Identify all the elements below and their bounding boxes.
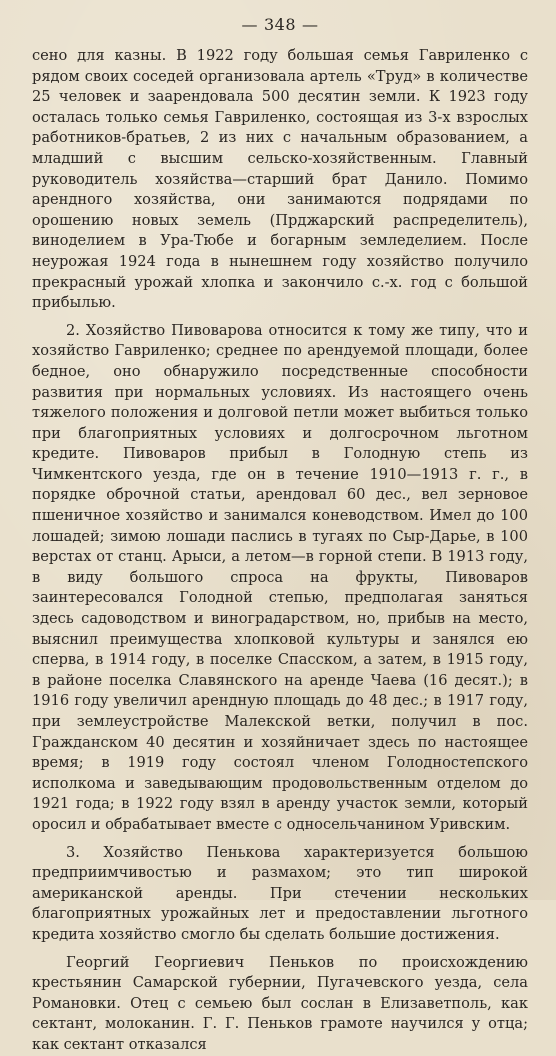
paragraph-continuation: сено для казны. В 1922 году большая семья Гавриленко с рядом своих соседей организовала артель «Труд» в количестве 25 человек и заарендовала 500 десятин земли. К 1923 году осталась только семья Гавриленко, состоящая из 3-х взрослых работников-братьев, 2 из них с начальным образованием, а младший с высшим сельско-хозяйственным. Главный руководитель хозяйства—старший брат Данило. Помимо арендного хозяйства, они занимаются подрядами по орошению новых земель (Прджарский распределитель), виноделием в Ура-Тюбе и богарным земледелием. После неурожая 1924 года в нынешнем году хозяйство получило прекрасный урожай хлопка и закончило с.-х. год с большой прибылью.: [32, 47, 528, 312]
page-number: [32, 14, 528, 36]
paragraph-penkov: 3. Хозяйство Пенькова характеризуется большою предприимчивостью и размахом; это тип широкой американской аренды. При стечении нескольких благоприятных урожайных лет и предоставлении льготного кредита хозяйство смогло бы сделать большие достижения.: [32, 843, 528, 943]
page-number-value: 348: [263, 15, 297, 34]
page-number-dash-left: —: [241, 15, 258, 34]
paragraph-penkov-biography: Георгий Георгиевич Пеньков по происхождению крестьянин Самарской губернии, Пугачевского уезда, села Романовки. Отец с семьею был сослан в Елизаветполь, как сектант, молоканин. Г. Г. Пеньков грамоте научился у отца; как сектант отказался: [32, 953, 528, 1053]
body-text: [32, 46, 528, 1056]
paragraph-pivovarov: 2. Хозяйство Пивоварова относится к тому же типу, что и хозяйство Гавриленко; среднее по арендуемой площади, более бедное, оно обнаружило посредственные способности развития при нормальных условиях. Из настоящего очень тяжелого положения и долговой петли может выбиться только при благоприятных условиях и долгосрочном льготном кредите. Пивоваров прибыл в Голодную степь из Чимкентского уезда, где он в течение 1910—1913 г. г., в порядке оброчной статьи, арендовал 60 дес., вел зерновое пшеничное хозяйство и занимался коневодством. Имел до 100 лошадей; зимою лошади паслись в тугаях по Сыр-Дарье, в 100 верстах от станц. Арыси, а летом—в горной степи. В 1913 году, в виду большого спроса на фрукты, Пивоваров заинтересовался Голодной степью, предполагая заняться здесь садоводством и виноградарством, но, прибыв на место, выяснил преимущества хлопковой культуры и занялся ею сперва, в 1914 году, в поселке Спасском, а затем, в 1915 году, в районе поселка Славянского на аренде Чаева (16 десят.); в 1916 году увеличил арендную площадь до 48 дес.; в 1917 году, при землеустройстве Малекской ветки, получил в пос. Гражданском 40 десятин и хозяйничает здесь по настоящее время; в 1919 году состоял членом Голодностепского исполкома и заведывающим продовольственным отделом до 1921 года; в 1922 году взял в аренду участок земли, который оросил и обрабатывает вместе с односельчанином Уривским.: [32, 321, 528, 833]
page-number-dash-right: —: [302, 15, 319, 34]
